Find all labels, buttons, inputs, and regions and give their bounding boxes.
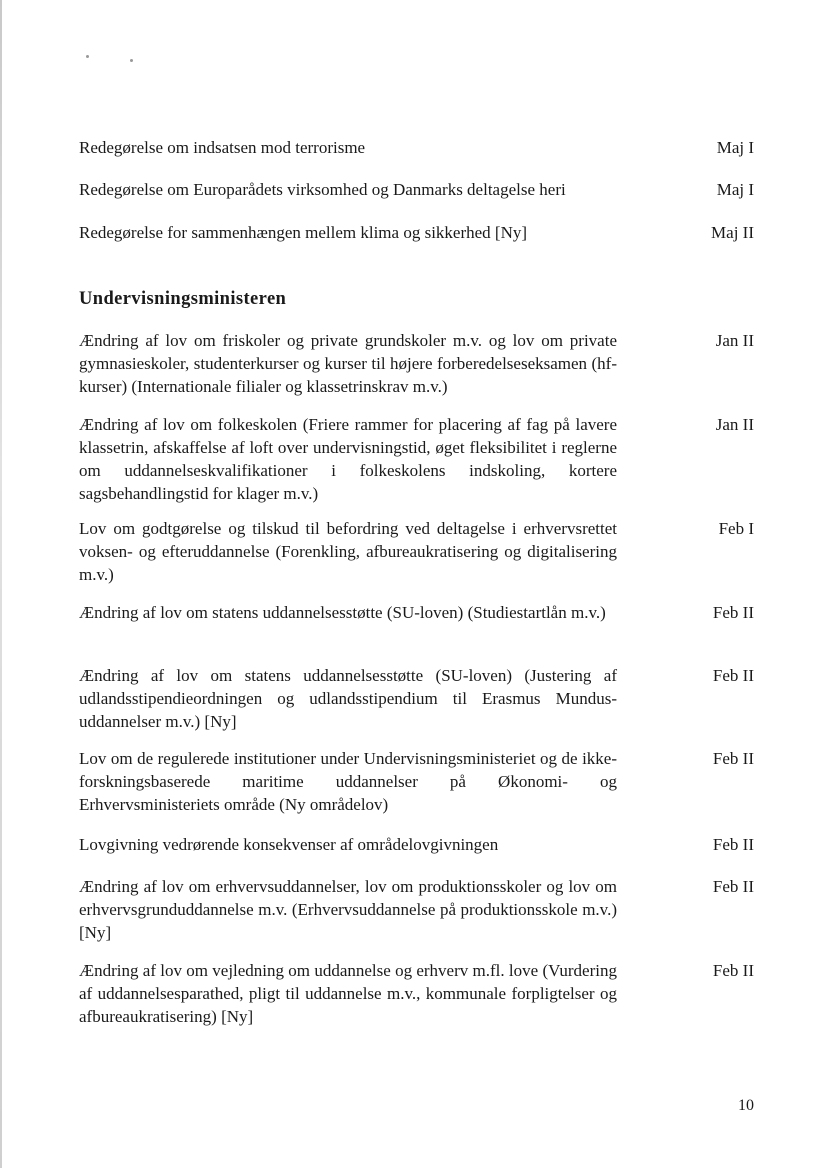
entry-date: Jan II bbox=[715, 331, 754, 350]
entry-title: Redegørelse om Europarådets virksomhed og Danmarks deltagelse heri bbox=[79, 180, 566, 199]
entry-date: Feb II bbox=[712, 666, 754, 685]
list-item bbox=[79, 747, 754, 816]
entry-title: Ændring af lov om friskoler og private grundskoler m.v. og lov om private gymnasieskoler, studenterkurser og kurser til højere forberedelseseksamen (hf-kurser) (Internationale filialer og klassetrinskrav m.v.) bbox=[79, 331, 617, 396]
list-item bbox=[79, 517, 754, 586]
list-item bbox=[79, 329, 754, 398]
entry-date: Maj I bbox=[716, 180, 754, 199]
list-item bbox=[79, 959, 754, 1028]
entry-date: Jan II bbox=[715, 415, 754, 434]
entry-title: Lov om de regulerede institutioner under Undervisningsministeriet og de ikke-forskningsbaserede maritime uddannelser på Økonomi- og Erhvervsministeriets område (Ny områdelov) bbox=[79, 749, 617, 814]
entry-date: Maj II bbox=[711, 223, 754, 242]
entry-title: Lov om godtgørelse og tilskud til befordring ved deltagelse i erhvervsrettet voksen- og efteruddannelse (Forenkling, afbureaukratisering og digitalisering m.v.) bbox=[79, 519, 617, 584]
list-item bbox=[79, 833, 754, 856]
entry-date: Feb II bbox=[712, 749, 754, 768]
list-item bbox=[79, 875, 754, 944]
scan-speck bbox=[130, 59, 133, 62]
entry-date: Feb II bbox=[712, 603, 754, 622]
entry-date: Feb II bbox=[712, 877, 754, 896]
list-item bbox=[79, 178, 754, 201]
list-item bbox=[79, 221, 754, 244]
entry-title: Ændring af lov om statens uddannelsesstøtte (SU-loven) (Justering af udlandsstipendieordningen og udlandsstipendium til Erasmus Mundus-uddannelser m.v.) [Ny] bbox=[79, 666, 617, 731]
entry-date: Maj I bbox=[716, 138, 754, 157]
entry-title: Ændring af lov om folkeskolen (Friere rammer for placering af fag på lavere klassetrin, afskaffelse af loft over undervisningstid, øget fleksibilitet i reglerne om uddannelseskvalifikationer i folkeskolens indskoling, kortere sagsbehandlingstid for klager m.v.) bbox=[79, 415, 617, 503]
entry-title: Ændring af lov om vejledning om uddannelse og erhverv m.fl. love (Vurdering af uddannelsesparathed, pligt til uddannelse m.v., kommunale forpligtelser og afbureaukratisering) [Ny] bbox=[79, 961, 617, 1026]
scan-speck bbox=[86, 55, 89, 58]
list-item bbox=[79, 136, 754, 159]
entry-date: Feb I bbox=[718, 519, 754, 538]
list-item bbox=[79, 664, 754, 733]
entry-date: Feb II bbox=[712, 835, 754, 854]
scan-edge bbox=[0, 0, 2, 1168]
section-heading: Undervisningsministeren bbox=[79, 289, 287, 309]
entry-title: Redegørelse om indsatsen mod terrorisme bbox=[79, 138, 366, 157]
entry-date: Feb II bbox=[712, 961, 754, 980]
page-number: 10 bbox=[738, 1097, 754, 1114]
list-item bbox=[79, 413, 754, 505]
entry-title: Ændring af lov om statens uddannelsesstøtte (SU-loven) (Studiestartlån m.v.) bbox=[79, 603, 606, 622]
list-item bbox=[79, 601, 754, 624]
entry-title: Lovgivning vedrørende konsekvenser af områdelovgivningen bbox=[79, 835, 499, 854]
entry-title: Ændring af lov om erhvervsuddannelser, lov om produktionsskoler og lov om erhvervsgrunduddannelse m.v. (Erhvervsuddannelse på produktionsskole m.v.) [Ny] bbox=[79, 877, 617, 942]
entry-title: Redegørelse for sammenhængen mellem klima og sikkerhed [Ny] bbox=[79, 223, 528, 242]
